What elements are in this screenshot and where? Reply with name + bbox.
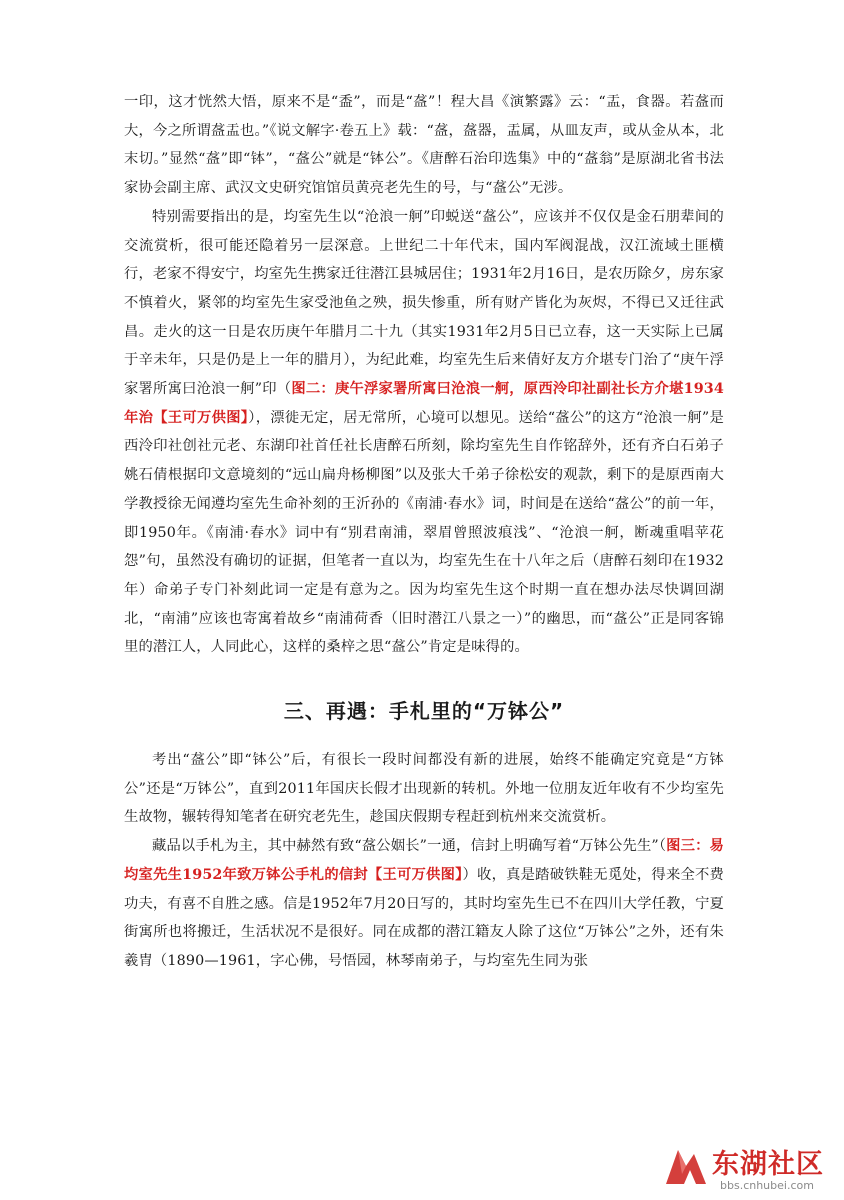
figure-caption-3: 图三：易均室先生1952年致万钵公手札的信封【王可万供图】 (124, 838, 724, 883)
figure-caption-2: 图二：庚午浮家署所寓曰沧浪一舸，原西泠印社副社长方介堪1934年治【王可万供图】 (124, 381, 724, 426)
paragraph-2: 特别需要指出的是，均室先生以“沧浪一舸”印蜕送“盋公”，应该并不仅仅是金石朋辈间的交流赏析，很可能还隐着另一层深意。上世纪二十年代末，国内军阀混战，汉江流域土匪横行，老家不得安宁，均室先生携家迁往潜江县城居住；1931年2月16日，是农历除夕，房东家不慎着火，紧邻的均室先生家受池鱼之殃，损失惨重，所有财产皆化为灰烬，不得已又迁往武昌。走火的这一日是农历庚午年腊月二十九（其实1931年2月5日已立春，这一天实际上已属于辛未年，只是仍是上一年的腊月），为纪此难，均室先生后来倩好友方介堪专门治了“庚午浮家署所寓曰沧浪一舸”印（图二：庚午浮家署所寓曰沧浪一舸，原西泠印社副社长方介堪1934年治【王可万供图】），漂徙无定，居无常所，心境可以想见。送给“盋公”的这方“沧浪一舸”是西泠印社创社元老、东湖印社首任社长唐醉石所刻，除均室先生自作铭辞外，还有齐白石弟子姚石倩根据印文意境刻的“远山扁舟杨柳图”以及张大千弟子徐松安的观款，剩下的是原西南大学教授徐无闻遵均室先生命补刻的王沂孙的《南浦·春水》词，时间是在送给“盋公”的前一年，即1950年。《南浦·春水》词中有“别君南浦，翠眉曾照波痕浅”、“沧浪一舸，断魂重唱苹花怨”句，虽然没有确切的证据，但笔者一直以为，均室先生在十八年之后（唐醉石刻印在1932年）命弟子专门补刻此词一定是有意为之。因为均室先生这个时期一直在想办法尽快调回湖北，“南浦”应该也寄寓着故乡“南浦荷香（旧时潜江八景之一）”的幽思，而“盋公”正是同客锦里的潜江人，人同此心，这样的桑梓之思“盋公”肯定是味得的。 (124, 208, 724, 656)
watermark-url: bbs.cnhubei.com (720, 1179, 814, 1192)
paragraph-1: 一印，这才恍然大悟，原来不是“盉”，而是“盋”！程大昌《演繁露》云：“盂，食器。若盋而大，今之所谓盋盂也。”《说文解字·卷五上》载：“盋，盋器，盂属，从皿友声，或从金从本，北末切。”显然“盋”即“钵”，“盋公”就是“钵公”。《唐醉石治印选集》中的“盋翁”是原湖北省书法家协会副主席、武汉文史研究馆馆员黄亮老先生的号，与“盋公”无涉。 (124, 94, 724, 197)
paragraph-4: 藏品以手札为主，其中赫然有致“盋公姻长”一通，信封上明确写着“万钵公先生”（图三：易均室先生1952年致万钵公手札的信封【王可万供图】）收，真是踏破铁鞋无觅处，得来全不费功夫，有喜不自胜之感。信是1952年7月20日写的，其时均室先生已不在四川大学任教，宁夏街寓所也将搬迁，生活状况不是很好。同在成都的潜江籍友人除了这位“万钵公”之外，还有朱羲胄（1890—1961，字心佛，号悟园，林琴南弟子，与均室先生同为张 (124, 838, 725, 969)
section-heading: 三、再遇：手札里的“万钵公” (283, 699, 565, 724)
site-watermark (662, 1138, 838, 1196)
article-body (124, 88, 724, 976)
donghu-logo-icon (662, 1144, 710, 1192)
watermark-title: 东湖社区 (712, 1149, 824, 1180)
paragraph-3: 考出“盋公”即“钵公”后，有很长一段时间都没有新的进展，始终不能确定究竟是“方钵公”还是“万钵公”，直到2011年国庆长假才出现新的转机。外地一位朋友近年收有不少均室先生故物，辗转得知笔者在研究老先生，趁国庆假期专程赶到杭州来交流赏析。 (124, 752, 724, 826)
